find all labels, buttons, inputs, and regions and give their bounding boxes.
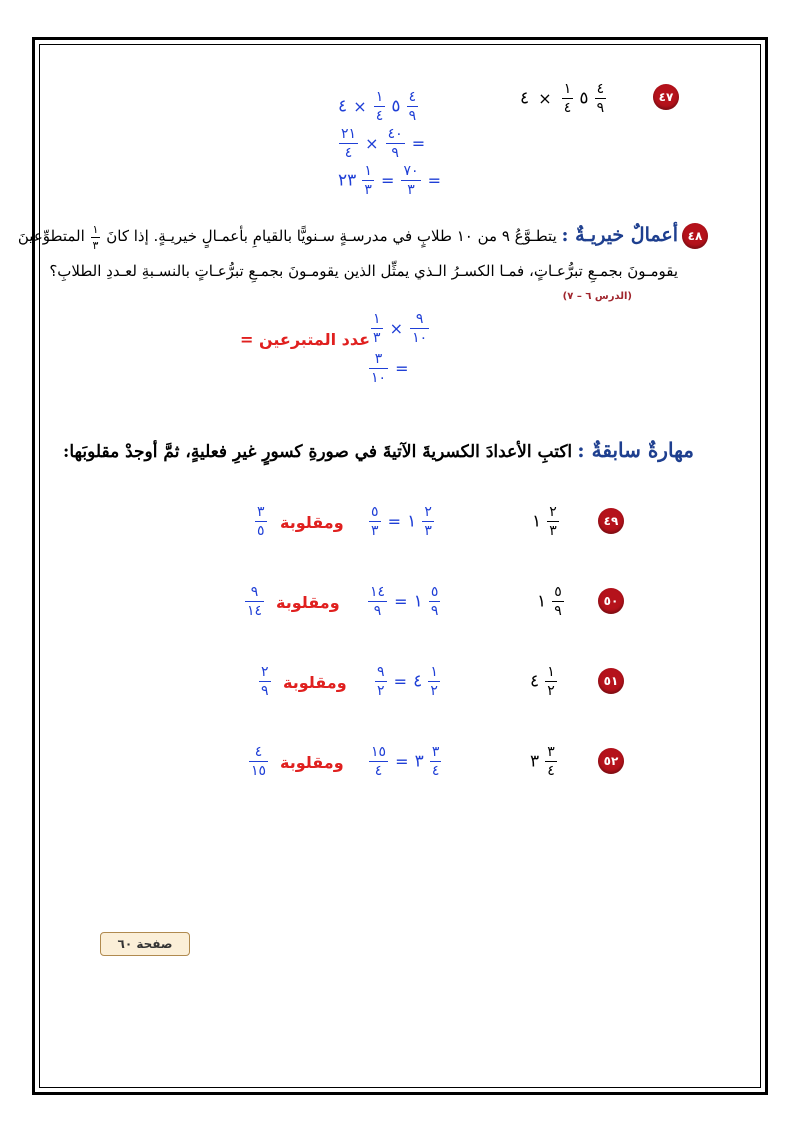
reciprocal-answer xyxy=(258,665,272,698)
question-number-badge: ٥٠ xyxy=(598,588,624,614)
fraction: $\frac{٥}{٩}$ xyxy=(430,584,439,619)
inverse-label: ومقلوبة xyxy=(276,593,340,612)
fraction: $\frac{٣}{٥}$ xyxy=(257,504,265,539)
fraction: $\frac{٩}{٢}$ xyxy=(377,664,385,699)
fraction: $\frac{٥}{٩}$ xyxy=(554,584,562,619)
mixed-number: ٤ $\frac{١}{٢}$ xyxy=(530,664,555,699)
fraction: $\frac{٧٠}{٣}$ xyxy=(403,163,419,198)
q47-solution-line-3: ٢٣ $\frac{١}{٣}$ = $\frac{٧٠}{٣}$ = xyxy=(338,163,442,198)
fraction: $\frac{٢}{٣}$ xyxy=(424,504,432,539)
inverse-label: ومقلوبة xyxy=(283,673,347,692)
question-number-badge: ٤٩ xyxy=(598,508,624,534)
fraction: $\frac{١}{٤}$ xyxy=(563,81,572,116)
fraction: $\frac{٤}{٩}$ xyxy=(596,81,605,116)
fraction: $\frac{١٤}{٩}$ xyxy=(370,584,386,619)
question-number-badge: ٤٨ xyxy=(682,223,708,249)
fraction: $\frac{٤٠}{٩}$ xyxy=(387,126,403,161)
mixed-number: ١ $\frac{٢}{٣}$ xyxy=(532,504,557,539)
reciprocal-answer xyxy=(244,585,265,618)
mixed-number: ١ $\frac{٥}{٩}$ xyxy=(537,584,562,619)
fraction: $\frac{١}{٢}$ xyxy=(547,664,555,699)
fraction: $\frac{٣}{٤}$ xyxy=(431,744,440,779)
fraction: $\frac{٣}{١٠}$ xyxy=(371,351,387,386)
improper-fraction-answer: $\frac{١٥}{٤}$ = ٣ $\frac{٣}{٤}$ xyxy=(371,744,440,779)
fraction: $\frac{٥}{٣}$ xyxy=(371,504,379,539)
improper-fraction-answer: $\frac{١٤}{٩}$ = ١ $\frac{٥}{٩}$ xyxy=(370,584,439,619)
question-number-badge: ٥٢ xyxy=(598,748,624,774)
skill-heading-line xyxy=(63,438,694,462)
fraction: $\frac{٣}{٤}$ xyxy=(547,744,555,779)
page-number-badge: صفحة ٦٠ xyxy=(100,932,190,956)
answer-label: عدد المتبرعين = xyxy=(240,330,371,349)
skill-title: مهارةٌ سابقةٌ : xyxy=(577,438,694,462)
fraction: $\frac{١}{٣}$ xyxy=(364,163,372,198)
fraction: $\frac{٢}{٩}$ xyxy=(261,664,269,699)
fraction: $\frac{٤}{١٥}$ xyxy=(251,744,267,779)
q47-solution-line-1: ٥ $\frac{١}{٤}$ × ٤ $\frac{٤}{٩}$ xyxy=(338,89,417,124)
fraction: $\frac{١}{٤}$ xyxy=(375,89,384,124)
fraction: $\frac{٩}{١٠}$ xyxy=(412,311,428,346)
inverse-label: ومقلوبة xyxy=(280,513,344,532)
skill-instruction: اكتبِ الأعدادَ الكسريةَ الآتيةَ في صورةِ كسورٍ غيرِ فعليةٍ، ثمَّ أوجدْ مقلوبَها: xyxy=(63,442,573,462)
fraction: $\frac{٤}{٩}$ xyxy=(408,89,417,124)
q48-text-b: المتطوِّعينَ xyxy=(17,227,85,245)
fraction: $\frac{١}{٣}$ xyxy=(373,311,381,346)
q48-title: أعمالٌ خيريـةٌ : xyxy=(561,224,678,246)
question-number-badge: ٥١ xyxy=(598,668,624,694)
fraction: $\frac{٢}{٣}$ xyxy=(549,504,557,539)
q47-solution-line-2: $\frac{٢١}{٤}$ × $\frac{٤٠}{٩}$ = xyxy=(341,126,426,161)
fraction: $\frac{١}{٢}$ xyxy=(430,664,438,699)
q48-solution-line-2: $\frac{٣}{١٠}$ = xyxy=(371,351,409,386)
q47-problem: ٥ $\frac{١}{٤}$ × ٤ $\frac{٤}{٩}$ xyxy=(520,81,605,116)
fraction: $\frac{١}{٣}$ xyxy=(92,222,99,252)
inverse-label: ومقلوبة xyxy=(280,753,344,772)
reciprocal-answer xyxy=(254,505,268,538)
reciprocal-answer xyxy=(248,745,269,778)
fraction: $\frac{٢١}{٤}$ xyxy=(341,126,357,161)
q48-text-line-1 xyxy=(17,220,678,252)
question-number-badge: ٤٧ xyxy=(653,84,679,110)
improper-fraction-answer: $\frac{٥}{٣}$ = ١ $\frac{٢}{٣}$ xyxy=(371,504,432,539)
mixed-number: ٣ $\frac{٣}{٤}$ xyxy=(530,744,555,779)
q48-text-a: يتطـوَّعُ ٩ من ١٠ طلابٍ في مدرسـةٍ سـنويًّا بالقيامِ بأعمـالٍ خيريـةٍ. إذا كانَ xyxy=(106,227,557,245)
q48-text-line-2: يقومـونَ بجمـعِ تبرُّعـاتٍ، فمـا الكسـرُ الـذي يمثِّل الذين يقومـونَ بجمـعِ تبرُّعـاتٍ بالنسـبةِ لعـددِ الطلابِ؟ xyxy=(49,262,678,280)
improper-fraction-answer: $\frac{٩}{٢}$ = ٤ $\frac{١}{٢}$ xyxy=(377,664,438,699)
fraction: $\frac{١٥}{٤}$ xyxy=(371,744,387,779)
lesson-reference: (الدرس ٦ – ٧) xyxy=(562,291,632,302)
q48-solution-line-1: $\frac{١}{٣}$ × $\frac{٩}{١٠}$ xyxy=(373,311,428,346)
fraction: $\frac{٩}{١٤}$ xyxy=(247,584,263,619)
